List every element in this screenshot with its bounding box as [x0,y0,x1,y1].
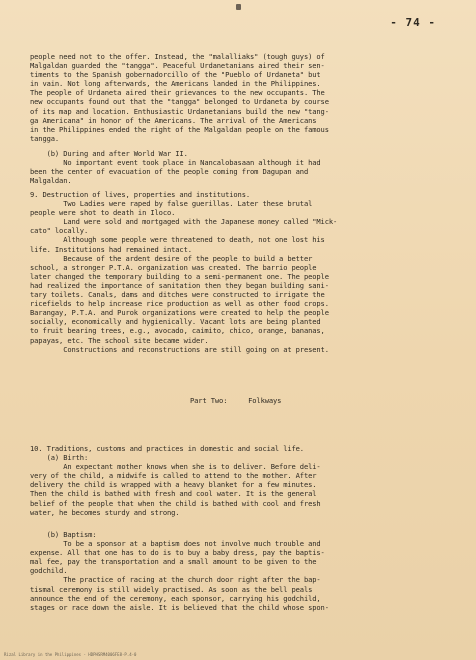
section-b-world-war: (b) During and after World War II. No important event took place in Nancalobasaan although it had been the center of evacuation of the people coming from Dagupan and Malgaldan. [30,149,321,186]
section-10-traditions: 10. Traditions, customs and practices in domestic and social life. (a) Birth: An expectant mother knows when she is to deliver. Before deli- very of the child, a midwife is called to attend to the mother. After delivery the child is wrapped with a heavy blanket for a few minutes. Then the child is bathed with fresh and cool water. It is the general belief of the people that when the child is bathed with cool and fresh water, he becomes sturdy and strong. [30,444,321,517]
paragraph-tangga-history: people need not to the offer. Instead, the "malalliaks" (tough guys) of Malgaldan guarded the "tangga". Peaceful Urdanetanians aired their sen- timents to the Spanish gobernadorcillo of the "Pueblo of Urdaneta" but in vain. Not long afterwards, the Americans landed in the Philippines. The people of Urdaneta aired their grievances to the new occupants. The new occupants found out that the "tangga" belonged to Urdaneta by course of its map and location. Enthusiastic Urdanetanians build the new "tang- ga Americana" in honor of the Americans. The arrival of the Americans in the Philippines ended the right of the Malgaldan people on the famous tangga. [30,52,329,143]
page-footer: Rizal Library in the Philippines - HDPHSRM4006FE8-P.4-0 [4,652,137,657]
page-number: - 74 - [390,16,436,29]
section-b-baptism: (b) Baptism: To be a sponsor at a baptism does not involve much trouble and expense. All that one has to do is to buy a baby dress, pay the baptis- mal fee, pay the transportation and a small amount to be given to the godchild. The practice of racing at the church door right after the bap- tismal ceremony is still widely practised. As soon as the bell peals announce the end of the ceremony, each sponsor, carrying his godchild, stages or race down the aisle. It is believed that the child whose spon- [30,530,329,612]
part-two-heading: Part Two: Folkways [190,396,282,405]
section-9-destruction: 9. Destruction of lives, properties and institutions. Two Ladies were raped by false guerillas. Later these brutal people were shot to death in Iloco. Land were sold and mortgaged with the Japanese money called "Mick- cato" locally. Although some people were threatened to death, not one lost his life. Institutions had remained intact. Because of the ardent desire of the people to build a better school, a stronger P.T.A. organization was created. The barrio people later changed the temporary building to a semi-permanent one. The people had realized the importance of sanitation then they began building sani- tary toilets. Canals, dams and ditches were constructed to irrigate the ricefields to help increase rice production as well as other food crops. Barangay, P.T.A. and Purok organizations were created to help the people socially, economically and hygienically. Vacant lots are being planted to fruit bearing trees, e.g., avocado, caimito, chico, orange, bananas, papayas, etc. The school site became wider. Constructions and reconstructions are still going on at present. [30,190,338,354]
binding-hole-mark [236,4,241,10]
